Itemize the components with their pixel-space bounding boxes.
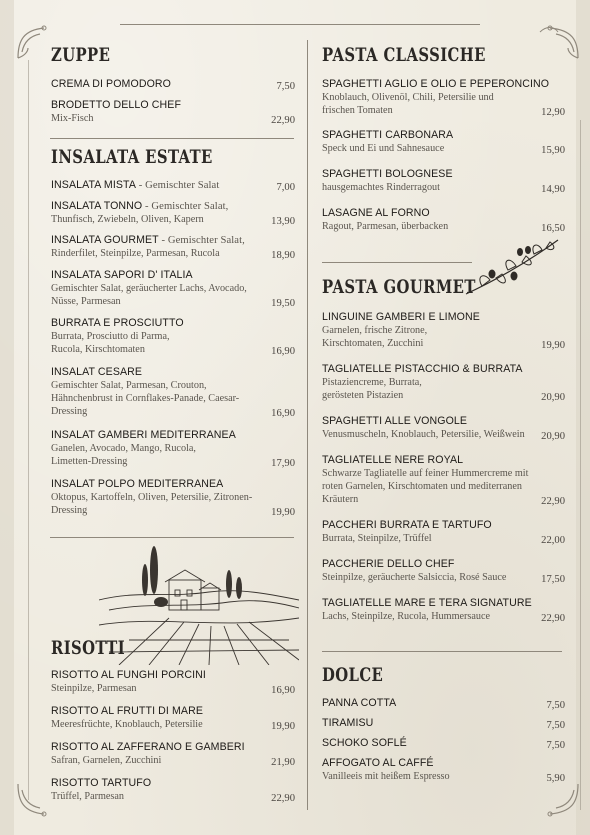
menu-item: PANNA COTTA 7,50: [322, 697, 565, 711]
pasta-gourmet-list: [322, 311, 565, 624]
olive-branch-icon: [462, 236, 562, 298]
menu-item: INSALAT POLPO MEDITERRANEA Oktopus, Kartoffeln, Oliven, Petersilie, Zitronen-Dressing 19,90: [51, 478, 295, 518]
menu-item: INSALATA SAPORI D' ITALIA Gemischter Salat, geräucherter Lachs, Avocado, Nüsse, Parmesan 19,50: [51, 269, 295, 309]
price: 16,50: [541, 223, 565, 234]
menu-item: LASAGNE AL FORNO Ragout, Parmesan, überbacken 16,50: [322, 207, 565, 234]
menu-item: SCHOKO SOFLÉ 7,50: [322, 737, 565, 751]
menu-item: PACCHERIE DELLO CHEF Steinpilze, geräucherte Salsiccia, Rosé Sauce 17,50: [322, 558, 565, 585]
menu-item: INSALAT CESARE Gemischter Salat, Parmesan, Crouton, Hähnchenbrust in Cornflakes-Panade, Caesar-Dressing 16,90: [51, 366, 295, 419]
price: 19,90: [541, 340, 565, 351]
menu-item: RISOTTO AL FUNGHI PORCINI Steinpilze, Parmesan 16,90: [51, 669, 295, 696]
price: 7,50: [276, 81, 295, 92]
dolce-list: [322, 697, 565, 784]
price: 22,00: [541, 535, 565, 546]
menu-item: AFFOGATO AL CAFFÉ Vanilleeis mit heißem Espresso 5,90: [322, 757, 565, 784]
price: 13,90: [271, 216, 295, 227]
price: 19,90: [271, 721, 295, 732]
section-title-risotti: RISOTTI: [51, 637, 126, 659]
menu-item: PACCHERI BURRATA E TARTUFO Burrata, Steinpilze, Trüffel 22,00: [322, 519, 565, 546]
center-divider: [307, 40, 308, 810]
menu-item: RISOTTO AL FRUTTI DI MARE Meeresfrüchte, Knoblauch, Petersilie 19,90: [51, 705, 295, 732]
price: 12,90: [541, 107, 565, 118]
menu-item: INSALATA TONNO - Gemischter Salat, Thunfisch, Zwiebeln, Oliven, Kapern 13,90: [51, 200, 295, 227]
price: 22,90: [271, 793, 295, 804]
menu-item: TAGLIATELLE NERE ROYAL Schwarze Tagliatelle auf feiner Hummercreme mit roten Garnelen, Kirschtomaten und mediterranen Kräutern 22,90: [322, 454, 565, 507]
menu-item: SPAGHETTI AGLIO E OLIO E PEPERONCINO Knoblauch, Olivenöl, Chili, Petersilie und frischen Tomaten 12,90: [322, 78, 565, 118]
price: 16,90: [271, 346, 295, 357]
menu-item: SPAGHETTI BOLOGNESE hausgemachtes Rinderragout 14,90: [322, 168, 565, 195]
price: 19,50: [271, 298, 295, 309]
top-rule: [120, 24, 480, 25]
price: 16,90: [271, 685, 295, 696]
zuppe-list: [51, 78, 295, 126]
menu-item: TAGLIATELLE PISTACCHIO & BURRATA Pistaziencreme, Burrata, gerösteten Pistazien 20,90: [322, 363, 565, 403]
price: 19,90: [271, 507, 295, 518]
price: 20,90: [541, 431, 565, 442]
price: 17,50: [541, 574, 565, 585]
price: 22,90: [541, 496, 565, 507]
tuscan-landscape-illustration: [99, 540, 299, 665]
menu-item: TIRAMISU 7,50: [322, 717, 565, 731]
price: 7,50: [546, 700, 565, 711]
flourish-corner-icon: [536, 780, 582, 820]
price: 16,90: [271, 408, 295, 419]
price: 7,50: [546, 720, 565, 731]
flourish-corner-icon: [14, 22, 54, 62]
section-title-pasta-classiche: PASTA CLASSICHE: [322, 44, 486, 66]
price: 14,90: [541, 184, 565, 195]
flourish-corner-icon: [14, 780, 54, 820]
menu-item: INSALATA MISTA - Gemischter Salat 7,00: [51, 179, 295, 193]
section-divider: [322, 651, 562, 652]
pasta-classiche-list: [322, 78, 565, 234]
price: 15,90: [541, 145, 565, 156]
price: 22,90: [541, 613, 565, 624]
price: 7,50: [546, 740, 565, 751]
left-edge-texture: [0, 0, 14, 835]
risotti-list: [51, 669, 295, 804]
menu-item: SPAGHETTI CARBONARA Speck und Ei und Sahnesauce 15,90: [322, 129, 565, 156]
section-title-insalata: INSALATA ESTATE: [51, 146, 213, 168]
section-title-pasta-gourmet: PASTA GOURMET: [322, 276, 476, 298]
section-divider: [322, 262, 472, 263]
section-title-zuppe: ZUPPE: [51, 44, 111, 66]
price: 20,90: [541, 392, 565, 403]
menu-item: TAGLIATELLE MARE E TERA SIGNATURE Lachs, Steinpilze, Rucola, Hummersauce 22,90: [322, 597, 565, 624]
price: 21,90: [271, 757, 295, 768]
menu-item: BURRATA E PROSCIUTTO Burrata, Prosciutto di Parma, Rucola, Kirschtomaten 16,90: [51, 317, 295, 357]
menu-item: SPAGHETTI ALLE VONGOLE Venusmuscheln, Knoblauch, Petersilie, Weißwein 20,90: [322, 415, 565, 442]
section-divider: [50, 537, 294, 538]
price: 5,90: [546, 773, 565, 784]
price: 17,90: [271, 458, 295, 469]
menu-item: BRODETTO DELLO CHEF Mix-Fisch 22,90: [51, 99, 295, 126]
menu-item: RISOTTO AL ZAFFERANO E GAMBERI Safran, Garnelen, Zucchini 21,90: [51, 741, 295, 768]
menu-item: INSALAT GAMBERI MEDITERRANEA Ganelen, Avocado, Mango, Rucola, Limetten-Dressing 17,90: [51, 429, 295, 469]
right-border-line: [580, 120, 581, 810]
left-border-line: [28, 60, 29, 800]
section-divider: [50, 138, 294, 139]
right-edge-texture: [576, 0, 590, 835]
menu-item: LINGUINE GAMBERI E LIMONE Garnelen, frische Zitrone, Kirschtomaten, Zucchini 19,90: [322, 311, 565, 351]
insalata-list: [51, 179, 295, 518]
menu-item: INSALATA GOURMET - Gemischter Salat, Rinderfilet, Steinpilze, Parmesan, Rucola 18,90: [51, 234, 295, 261]
price: 18,90: [271, 250, 295, 261]
price: 22,90: [271, 115, 295, 126]
price: 7,00: [276, 182, 295, 193]
menu-item: CREMA DI POMODORO 7,50: [51, 78, 295, 92]
flourish-corner-icon: [536, 22, 582, 62]
section-title-dolce: DOLCE: [322, 664, 384, 686]
menu-item: RISOTTO TARTUFO Trüffel, Parmesan 22,90: [51, 777, 295, 804]
